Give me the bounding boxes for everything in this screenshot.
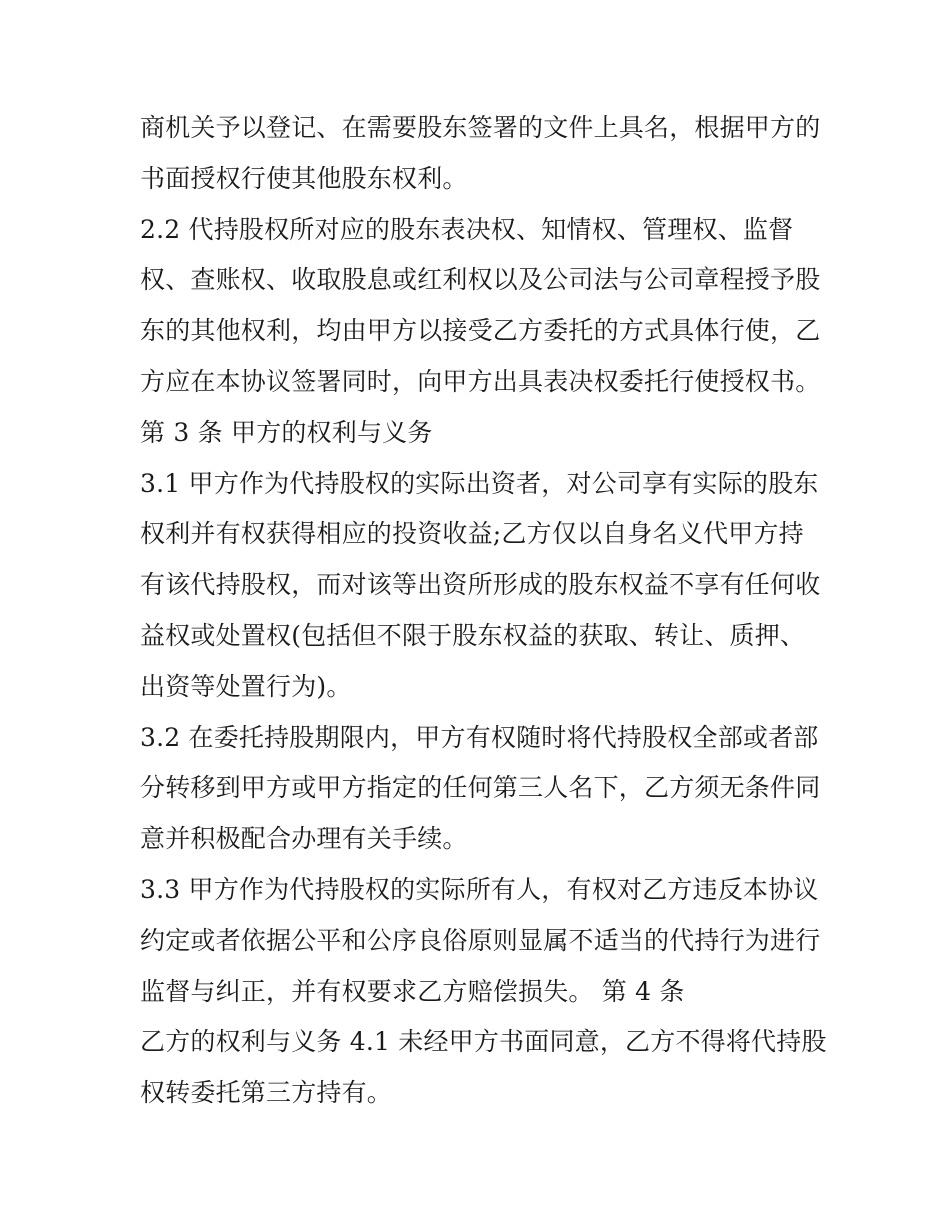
text-line: 权转委托第三方持有。	[140, 1078, 393, 1108]
text-line: 益权或处置权(包括但不限于股东权益的获取、转让、质押、	[140, 620, 806, 650]
text-line: 3.1 甲方作为代持股权的实际出资者，对公司享有实际的股东	[140, 468, 819, 498]
text-line: 商机关予以登记、在需要股东签署的文件上具名，根据甲方的	[140, 113, 821, 142]
text-line: 3.2 在委托持股期限内，甲方有权随时将代持股权全部或者部	[140, 722, 819, 752]
text-line: 权、查账权、收取股息或红利权以及公司法与公司章程授予股	[140, 265, 821, 295]
text-line: 分转移到甲方或甲方指定的任何第三人名下，乙方须无条件同	[140, 773, 821, 803]
text-line: 2.2 代持股权所对应的股东表决权、知情权、管理权、监督	[140, 214, 794, 244]
text-line: 3.3 甲方作为代持股权的实际所有人，有权对乙方违反本协议	[140, 874, 819, 904]
text-line: 约定或者依据公平和公序良俗原则显属不适当的代持行为进行	[140, 925, 821, 955]
section-heading: 第 3 条 甲方的权利与义务	[140, 417, 433, 447]
text-line: 乙方的权利与义务 4.1 未经甲方书面同意，乙方不得将代持股	[140, 1027, 827, 1057]
text-line: 东的其他权利，均由甲方以接受乙方委托的方式具体行使，乙	[140, 316, 821, 346]
text-line: 权利并有权获得相应的投资收益;乙方仅以自身名义代甲方持	[140, 519, 804, 549]
text-line: 方应在本协议签署同时，向甲方出具表决权委托行使授权书。	[140, 366, 821, 396]
text-line: 书面授权行使其他股东权利。	[140, 163, 468, 193]
text-line: 监督与纠正，并有权要求乙方赔偿损失。 第 4 条	[140, 976, 685, 1006]
text-line: 出资等处置行为)。	[140, 671, 352, 701]
text-line: 有该代持股权，而对该等出资所形成的股东权益不享有任何收	[140, 570, 821, 600]
document-body	[140, 103, 827, 1119]
text-line: 意并积极配合办理有关手续。	[140, 824, 468, 854]
